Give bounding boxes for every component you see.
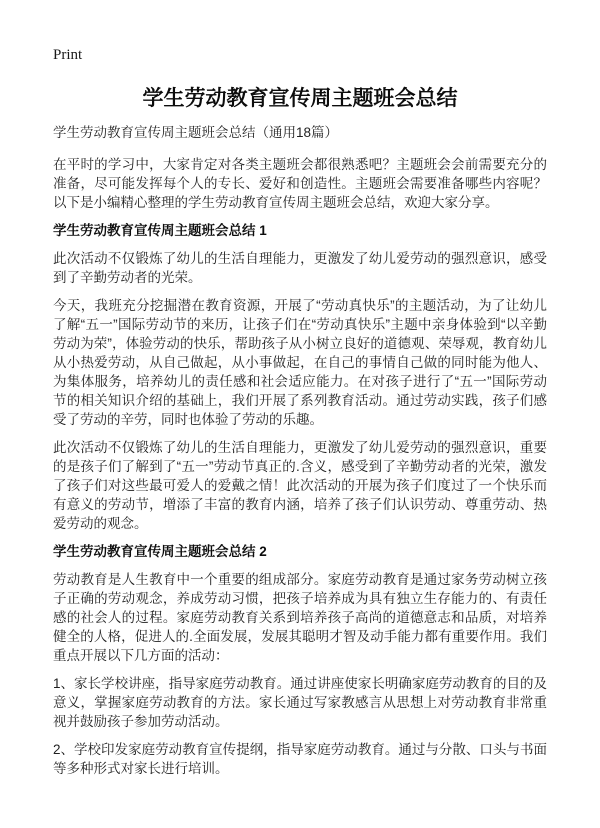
article-paragraph: 此次活动不仅锻炼了幼儿的生活自理能力，更激发了幼儿爱劳动的强烈意识，感受到了辛勤劳动者的光荣。 <box>53 251 547 285</box>
article-subtitle: 学生劳动教育宣传周主题班会总结（通用18篇） <box>53 125 339 140</box>
section-heading: 学生劳动教育宣传周主题班会总结 1 <box>53 223 267 238</box>
page-title: 学生劳动教育宣传周主题班会总结 <box>142 87 458 110</box>
article-paragraph: 1、家长学校讲座，指导家庭劳动教育。通过讲座使家长明确家庭劳动教育的目的及意义，掌握家庭劳动教育的方法。家长通过写家教感言从思想上对劳动教育非常重视并鼓励孩子参加劳动活动。 <box>53 676 547 729</box>
article-paragraph: 劳动教育是人生教育中一个重要的组成部分。家庭劳动教育是通过家务劳动树立孩子正确的劳动观念，养成劳动习惯，把孩子培养成为具有独立生存能力的、有责任感的社会人的过程。家庭劳动教育关系到培养孩子高尚的道德意志和品质，对培养健全的人格，促进人的.全面发展，发展其聪明才智及动手能力都有重要作用。我们重点开展以下几方面的活动： <box>53 572 547 663</box>
article-paragraph: 此次活动不仅锻炼了幼儿的生活自理能力，更激发了幼儿爱劳动的强烈意识，重要的是孩子们了解到了“五一”劳动节真正的.含义，感受到了辛勤劳动者的光荣，激发了孩子们对这些最可爱人的爱戴之情！此次活动的开展为孩子们度过了一个快乐而有意义的劳动节，增添了丰富的教育内涵，培养了孩子们认识劳动、尊重劳动、热爱劳动的观念。 <box>53 440 547 531</box>
article-paragraph: 今天，我班充分挖掘潜在教育资源，开展了“劳动真快乐”的主题活动，为了让幼儿了解“五一”国际劳动节的来历，让孩子们在“劳动真快乐”主题中亲身体验到“以辛勤劳动为荣”，体验劳动的快乐，帮助孩子从小树立良好的道德观、荣辱观，教育幼儿从小热爱劳动，从自己做起，从小事做起，在自己的事情自己做的同时能为他人、为集体服务，培养幼儿的责任感和社会适应能力。在对孩子进行了“五一”国际劳动节的相关知识介绍的基础上，我们开展了系列教育活动。通过劳动实践，孩子们感受了劳动的辛劳，同时也体验了劳动的乐趣。 <box>53 298 547 427</box>
article-paragraph: 在平时的学习中，大家肯定对各类主题班会都很熟悉吧？主题班会会前需要充分的准备，尽可能发挥每个人的专长、爱好和创造性。主题班会需要准备哪些内容呢？以下是小编精心整理的学生劳动教育宣传周主题班会总结，欢迎大家分享。 <box>53 157 547 210</box>
article-body <box>53 155 547 778</box>
section-heading: 学生劳动教育宣传周主题班会总结 2 <box>53 544 267 559</box>
article-paragraph: 2、学校印发家庭劳动教育宣传提纲，指导家庭劳动教育。通过与分散、口头与书面等多种形式对家长进行培训。 <box>53 742 547 776</box>
print-button[interactable]: Print <box>53 47 83 63</box>
